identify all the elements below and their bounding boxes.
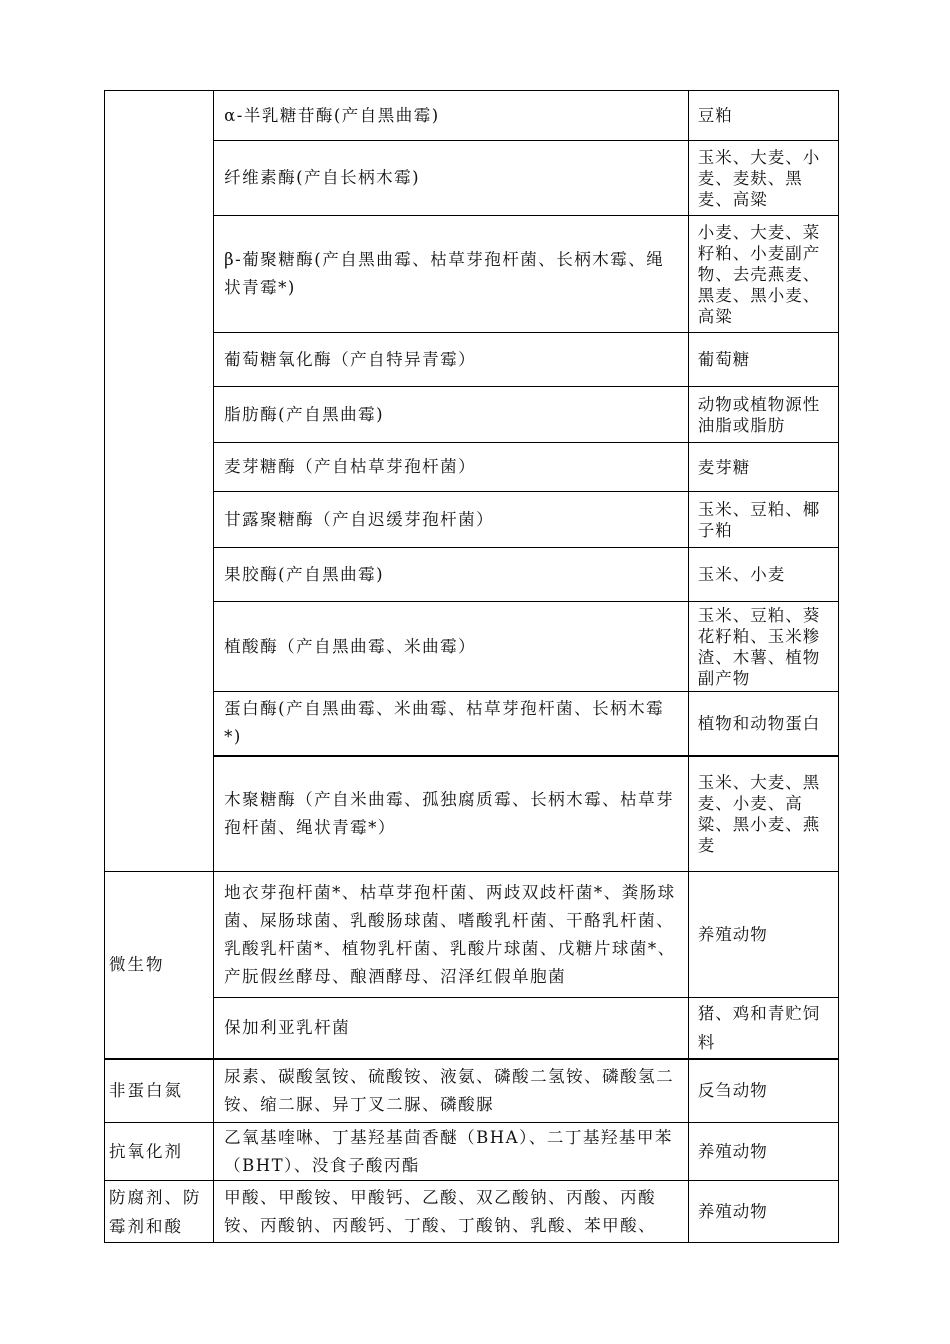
scope-text: 葡萄糖 [697,350,751,369]
scope-text: 玉米、豆粕、葵花籽粕、玉米糁渣、木薯、植物副产物 [697,605,821,688]
additive-name: 木聚糖酶（产自米曲霉、孤独腐质霉、长柄木霉、枯草芽孢杆菌、绳状青霉*） [224,789,675,837]
additive-name-cell [214,216,689,333]
table-row [105,1181,839,1243]
scope-cell [688,548,838,602]
scope-cell [688,216,838,333]
additive-name-cell [214,1181,689,1243]
additive-name-cell [214,602,689,692]
scope-text: 玉米、豆粕、椰子粕 [697,499,821,540]
table-row [105,443,839,492]
table-row [105,872,839,998]
additive-name: 甘露聚糖酶（产自迟缓芽孢杆菌） [224,509,495,529]
table-row [105,548,839,602]
additive-name-cell [214,756,689,872]
additive-name: α-半乳糖苷酶(产自黑曲霉) [224,105,440,125]
additive-name-cell [214,333,689,387]
category-label: 微生物 [109,955,165,975]
additive-name: 葡萄糖氧化酶（产自特异青霉） [224,349,477,369]
additive-name-cell [214,387,689,443]
category-cell [105,1059,214,1123]
scope-cell [688,1123,838,1181]
scope-cell [688,1181,838,1243]
category-label: 抗氧化剂 [109,1142,183,1161]
table-row [105,1123,839,1181]
additive-name: 脂肪酶(产自黑曲霉) [224,404,385,424]
table-row [105,602,839,692]
scope-cell [688,602,838,692]
scope-text: 玉米、小麦 [697,565,786,584]
scope-cell [688,756,838,872]
category-cell [105,1181,214,1243]
scope-cell [688,998,838,1059]
table-row [105,998,839,1059]
additive-name-cell [214,492,689,548]
additive-name-cell [214,91,689,141]
additive-name: β-葡聚糖酶(产自黑曲霉、枯草芽孢杆菌、长柄木霉、绳状青霉*) [224,250,665,297]
scope-cell [688,692,838,756]
additive-name: 甲酸、甲酸铵、甲酸钙、乙酸、双乙酸钠、丙酸、丙酸铵、丙酸钠、丙酸钙、丁酸、丁酸钠、乳酸、苯甲酸、 [224,1187,657,1235]
scope-text: 养殖动物 [697,1202,768,1221]
additive-table [104,90,839,1243]
scope-cell [688,443,838,492]
additive-name-cell [214,692,689,756]
additive-name: 纤维素酶(产自长柄木霉) [224,168,421,187]
scope-text: 小麦、大麦、菜籽粕、小麦副产物、去壳燕麦、黑麦、黑小麦、高粱 [697,222,821,326]
additive-name: 地衣芽孢杆菌*、枯草芽孢杆菌、两歧双歧杆菌*、粪肠球菌、屎肠球菌、乳酸肠球菌、嗜酸乳杆菌、干酪乳杆菌、乳酸乳杆菌*、植物乳杆菌、乳酸片球菌、戊糖片球菌*、产朊假丝酵母、酿酒酵母、沼泽红假单胞菌 [224,882,676,986]
scope-text: 豆粕 [697,106,733,125]
scope-cell [688,141,838,216]
scope-text: 玉米、大麦、黑麦、小麦、高粱、黑小麦、燕麦 [697,772,821,855]
table-row [105,333,839,387]
category-label: 防腐剂、防霉剂和酸 [109,1187,202,1236]
additive-name: 保加利亚乳杆菌 [224,1017,351,1037]
table-row [105,387,839,443]
additive-name: 麦芽糖酶（产自枯草芽孢杆菌） [224,457,477,476]
additive-name-cell [214,1059,689,1123]
additive-name: 植酸酶（产自黑曲霉、米曲霉） [224,636,477,656]
table-row [105,492,839,548]
scope-text: 动物或植物源性油脂或脂肪 [697,394,821,435]
category-cell [105,872,214,1059]
additive-name-cell [214,548,689,602]
scope-cell [688,387,838,443]
category-label: 非蛋白氮 [109,1081,183,1101]
scope-cell [688,872,838,998]
additive-name: 乙氧基喹啉、丁基羟基茴香醚（BHA）、二丁基羟基甲苯（BHT）、没食子酸丙酯 [224,1127,673,1175]
additive-name: 尿素、碳酸氢铵、硫酸铵、液氨、磷酸二氢铵、磷酸氢二铵、缩二脲、异丁叉二脲、磷酸脲 [224,1066,675,1114]
additive-name-cell [214,998,689,1059]
additive-name: 果胶酶(产自黑曲霉) [224,564,385,584]
category-cell-empty [105,91,214,872]
additive-name-cell [214,872,689,998]
scope-cell [688,91,838,141]
scope-text: 植物和动物蛋白 [697,713,821,733]
scope-cell [688,1059,838,1123]
scope-text: 玉米、大麦、小麦、麦麸、黑麦、高粱 [697,147,821,209]
scope-text: 猪、鸡和青贮饲料 [697,1003,821,1052]
additive-name: 蛋白酶(产自黑曲霉、米曲霉、枯草芽孢杆菌、长柄木霉*) [224,699,665,747]
table-row [105,91,839,141]
table-row [105,756,839,872]
scope-cell [688,492,838,548]
additive-name-cell [214,443,689,492]
table-row [105,216,839,333]
table-row [105,141,839,216]
additive-name-cell [214,1123,689,1181]
scope-cell [688,333,838,387]
scope-text: 反刍动物 [697,1081,768,1101]
scope-text: 养殖动物 [697,1142,768,1161]
scope-text: 麦芽糖 [697,457,751,477]
table-row [105,1059,839,1123]
table-row [105,692,839,756]
additive-name-cell [214,141,689,216]
category-cell [105,1123,214,1181]
scope-text: 养殖动物 [697,925,768,944]
